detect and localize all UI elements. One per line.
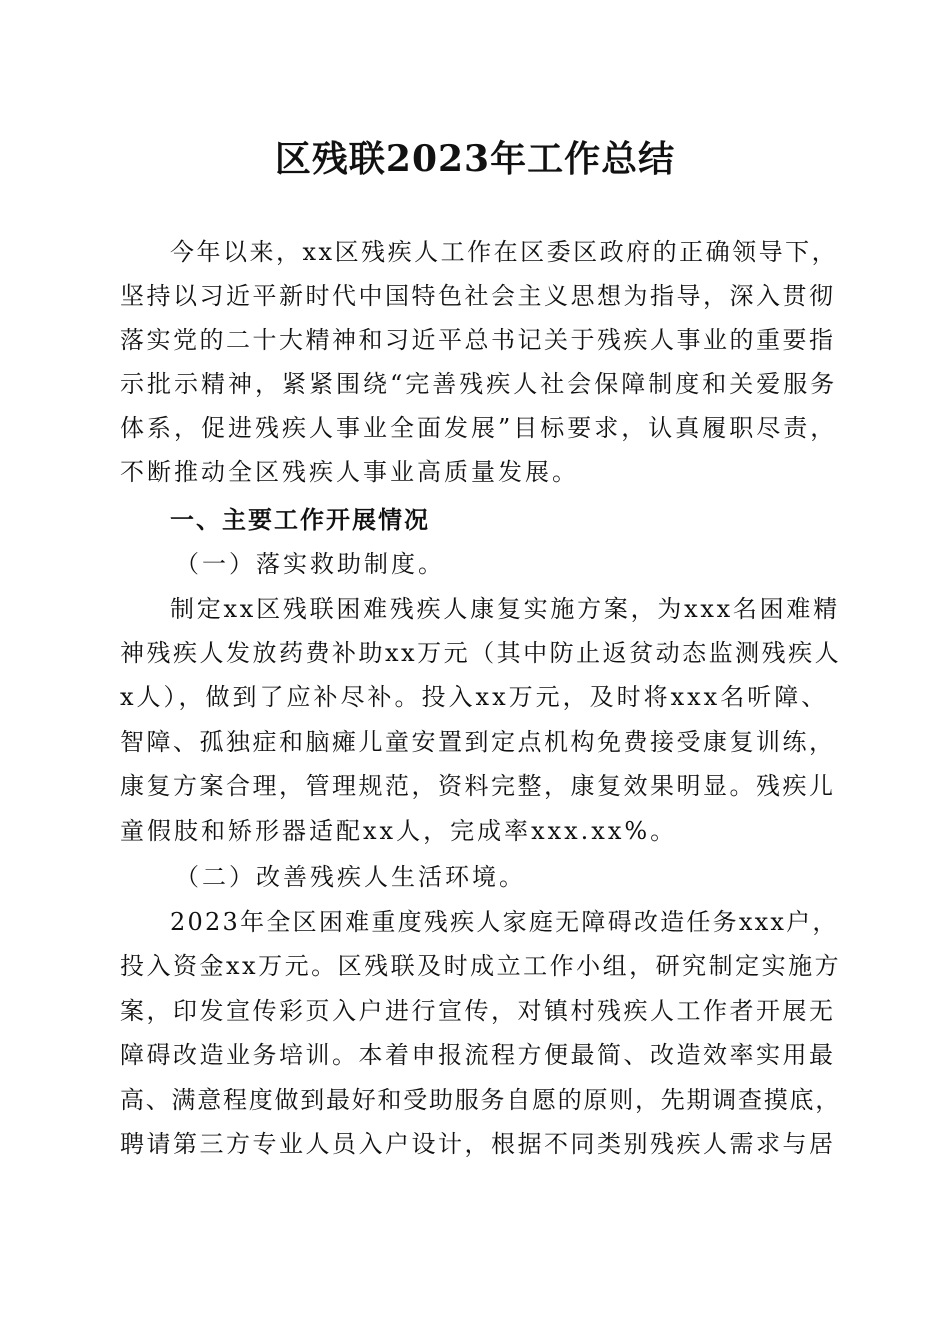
subsection-heading: （二）改善残疾人生活环境。	[175, 863, 526, 891]
intro-line: 今年以来，xx区残疾人工作在区委区政府的正确领导下，	[170, 238, 839, 266]
body-line: 聘请第三方专业人员入户设计，根据不同类别残疾人需求与居	[120, 1130, 836, 1158]
intro-line: 坚持以习近平新时代中国特色社会主义思想为指导，深入贯彻	[120, 282, 836, 310]
intro-line: 不断推动全区残疾人事业高质量发展。	[120, 458, 579, 486]
intro-line: 落实党的二十大精神和习近平总书记关于残疾人事业的重要指	[120, 326, 836, 354]
body-line: 童假肢和矫形器适配xx人，完成率xxx.xx%。	[120, 817, 678, 845]
body-line: 2023年全区困难重度残疾人家庭无障碍改造任务xxx户，	[170, 908, 839, 936]
body-line: 障碍改造业务培训。本着申报流程方便最简、改造效率实用最	[120, 1041, 836, 1069]
body-line: 神残疾人发放药费补助xx万元（其中防止返贫动态监测残疾人	[120, 639, 842, 667]
body-line: 高、满意程度做到最好和受助服务自愿的原则，先期调查摸底，	[120, 1086, 841, 1114]
section-heading: 一、主要工作开展情况	[170, 506, 430, 534]
body-line: 案，印发宣传彩页入户进行宣传，对镇村残疾人工作者开展无	[120, 997, 836, 1025]
body-line: 投入资金xx万元。区残联及时成立工作小组，研究制定实施方	[120, 952, 842, 980]
subsection-heading: （一）落实救助制度。	[175, 550, 445, 578]
intro-line: 体系，促进残疾人事业全面发展”目标要求，认真履职尽责，	[120, 414, 838, 442]
body-line: 制定xx区残联困难残疾人康复实施方案，为xxx名困难精	[170, 595, 840, 623]
body-line: x人），做到了应补尽补。投入xx万元，及时将xxx名听障、	[120, 683, 829, 711]
body-line: 智障、孤独症和脑瘫儿童安置到定点机构免费接受康复训练，	[120, 728, 836, 756]
intro-line: 示批示精神，紧紧围绕“完善残疾人社会保障制度和关爱服务	[120, 370, 838, 398]
body-line: 康复方案合理，管理规范，资料完整，康复效果明显。残疾儿	[120, 772, 836, 800]
document-title: 区残联2023年工作总结	[274, 138, 676, 180]
